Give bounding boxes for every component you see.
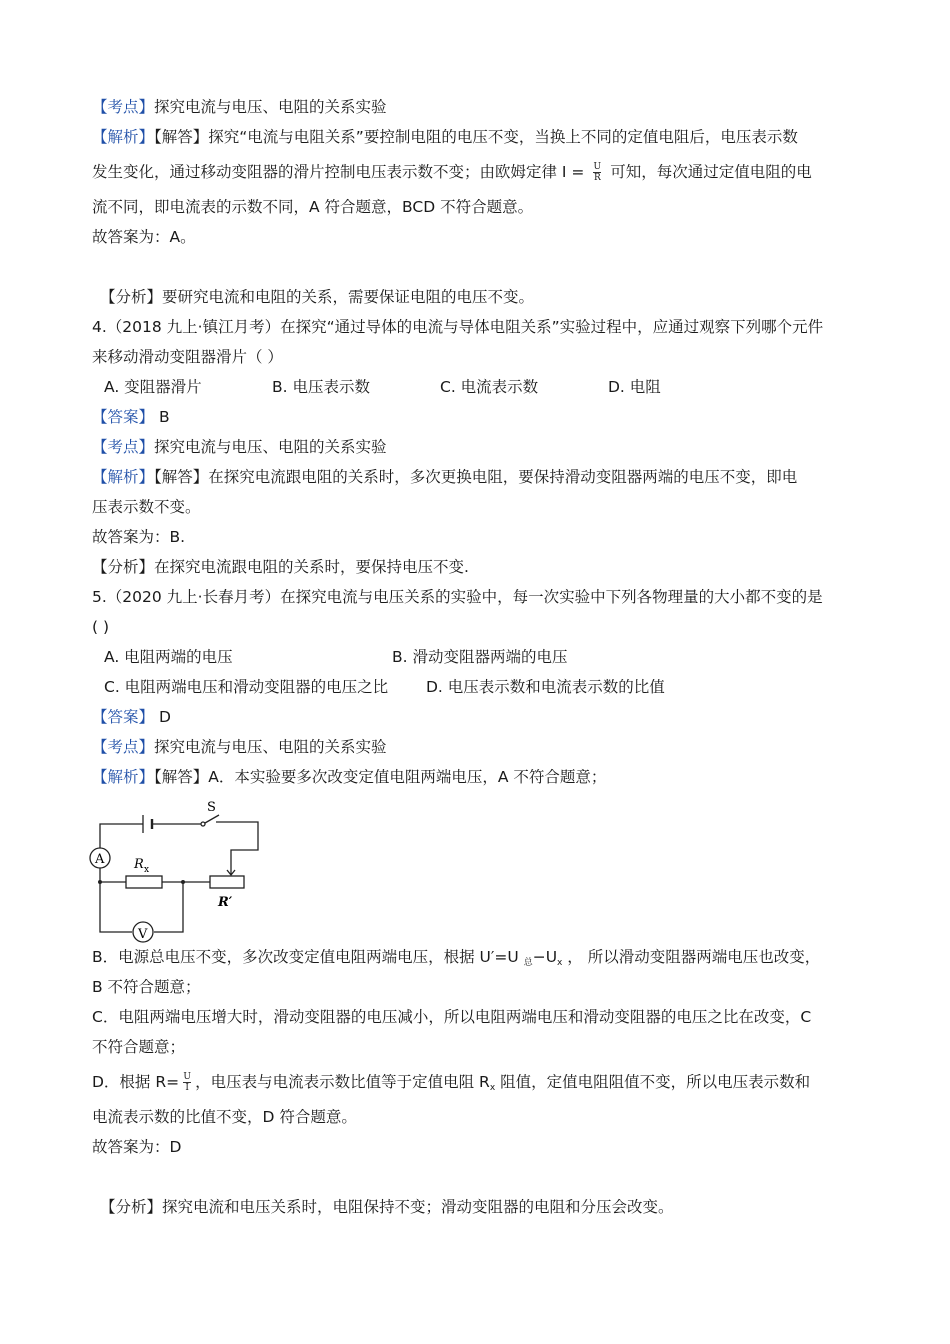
ammeter-label: A	[95, 852, 105, 867]
jiexi-text: 发生变化，通过移动变阻器的滑片控制电压表示数不变；由欧姆定律 I =	[92, 163, 590, 181]
q5-jiexi-line1	[92, 762, 862, 792]
junction-dot	[98, 880, 102, 884]
daan-tag: 【答案】	[92, 708, 155, 726]
q5-stem-line2: ( )	[92, 618, 110, 636]
jiexi-text: 【解答】在探究电流跟电阻的关系时，多次更换电阻，要保持滑动变阻器两端的电压不变，即电	[154, 468, 798, 486]
q5-answer: 故答案为：D	[92, 1138, 182, 1156]
switch-label: S	[207, 800, 216, 815]
jiexi-text: 流不同，即电流表的示数不同，A 符合题意，BCD 不符合题意。	[92, 198, 534, 216]
ri-fraction	[183, 1072, 191, 1093]
q4-stem-line2: 来移动滑动变阻器滑片（ ）	[92, 348, 283, 366]
circuit-diagram	[88, 794, 288, 944]
wire	[216, 822, 258, 864]
text: −U	[532, 948, 558, 966]
subscript: x	[557, 958, 563, 968]
kaodian-text: 探究电流与电压、电阻的关系实验	[154, 738, 387, 756]
option-b: B. 电压表示数	[272, 378, 370, 396]
q5-b-line1	[92, 942, 862, 972]
text: 阻值，定值电阻阻值不变，所以电压表示数和	[495, 1073, 811, 1091]
resistor-rx	[126, 876, 162, 888]
jiexi-text: 可知，每次通过定值电阻的电	[605, 163, 812, 181]
q5-d-line2: 电流表示数的比值不变，D 符合题意。	[92, 1108, 357, 1126]
fraction-numerator: U	[183, 1072, 191, 1082]
q5-options-row2	[92, 672, 862, 702]
q5-options-row1	[92, 642, 862, 672]
q5-c-line2: 不符合题意；	[92, 1038, 186, 1056]
jiexi-tag: 【解析】	[92, 768, 155, 786]
subscript: x	[489, 1083, 496, 1093]
switch-contact	[201, 822, 205, 826]
option-d: D. 电阻	[608, 378, 661, 396]
q4-kaodian	[92, 432, 862, 462]
wire	[154, 882, 183, 932]
text: B．电源总电压不变，多次改变定值电阻两端电压，根据 U′=U	[92, 948, 524, 966]
text: D．根据 R=	[92, 1073, 180, 1091]
option-a: A. 电阻两端的电压	[104, 648, 233, 666]
q4-answer: 故答案为：B.	[92, 528, 186, 546]
q4-jiexi-line2: 压表示数不变。	[92, 498, 201, 516]
fraction-denominator: I	[185, 1083, 189, 1093]
q4-daan	[92, 402, 862, 432]
q5-b-line2: B 不符合题意；	[92, 978, 201, 996]
option-c: C. 电阻两端电压和滑动变阻器的电压之比	[104, 678, 389, 696]
q4-fenxi: 【分析】在探究电流跟电阻的关系时，要保持电压不变.	[92, 558, 469, 576]
q5-kaodian	[92, 732, 862, 762]
subscript: 总	[523, 958, 533, 968]
kaodian-tag: 【考点】	[92, 438, 155, 456]
wire	[100, 824, 143, 848]
jiexi-text: 【解答】A．本实验要多次改变定值电阻两端电压，A 不符合题意；	[154, 768, 607, 786]
option-a: A. 变阻器滑片	[104, 378, 202, 396]
q5-d-line1	[92, 1062, 862, 1102]
junction-dot	[181, 880, 185, 884]
daan-text: D	[154, 708, 171, 726]
jiexi-tag: 【解析】	[92, 128, 155, 146]
circuit-diagram-wrapper	[92, 792, 862, 942]
q5-daan	[92, 702, 862, 732]
q3-jiexi-line2	[92, 152, 862, 192]
option-d: D. 电压表示数和电流表示数的比值	[426, 678, 665, 696]
q3-answer: 故答案为：A。	[92, 228, 196, 246]
text: ， 所以滑动变阻器两端电压也改变，	[562, 948, 821, 966]
q3-jiexi-line1	[92, 122, 862, 152]
q5-fenxi: 【分析】探究电流和电压关系时，电阻保持不变；滑动变阻器的电阻和分压会改变。	[100, 1198, 674, 1216]
voltmeter-label: V	[138, 927, 148, 942]
q3-kaodian	[92, 92, 862, 122]
document-page	[92, 92, 862, 1222]
fraction-numerator: U	[593, 162, 602, 172]
q5-c-line1: C．电阻两端电压增大时，滑动变阻器的电压减小，所以电阻两端电压和滑动变阻器的电压之比在改变，C	[92, 1008, 812, 1026]
kaodian-tag: 【考点】	[92, 98, 155, 116]
rx-label: R	[134, 857, 144, 872]
q4-jiexi-line1	[92, 462, 862, 492]
rprime-label: R′	[218, 895, 233, 910]
option-b: B. 滑动变阻器两端的电压	[392, 648, 568, 666]
text: ，电压表与电流表示数比值等于定值电阻 R	[195, 1073, 490, 1091]
wire	[100, 868, 132, 932]
jiexi-tag: 【解析】	[92, 468, 155, 486]
daan-text: B	[154, 408, 170, 426]
kaodian-tag: 【考点】	[92, 738, 155, 756]
rheostat	[210, 876, 244, 888]
q5-stem-line1: 5.（2020 九上·长春月考）在探究电流与电压关系的实验中，每一次实验中下列各物理量的大小都不变的是	[92, 588, 823, 606]
rx-subscript: x	[144, 865, 150, 875]
q3-jiexi-line3	[92, 192, 862, 222]
daan-tag: 【答案】	[92, 408, 155, 426]
q4-stem-line1: 4.（2018 九上·镇江月考）在探究“通过导体的电流与导体电阻关系”实验过程中，应通过观察下列哪个元件	[92, 318, 824, 336]
ohm-fraction	[593, 162, 601, 183]
q3-fenxi: 【分析】要研究电流和电阻的关系，需要保证电阻的电压不变。	[100, 288, 535, 306]
jiexi-text: 【解答】探究“电流与电阻关系”要控制电阻的电压不变，当换上不同的定值电阻后，电压表示数	[154, 128, 798, 146]
kaodian-text: 探究电流与电压、电阻的关系实验	[154, 98, 387, 116]
kaodian-text: 探究电流与电压、电阻的关系实验	[154, 438, 387, 456]
q4-options	[92, 372, 862, 402]
fraction-denominator: R	[593, 173, 601, 183]
option-c: C. 电流表示数	[440, 378, 539, 396]
